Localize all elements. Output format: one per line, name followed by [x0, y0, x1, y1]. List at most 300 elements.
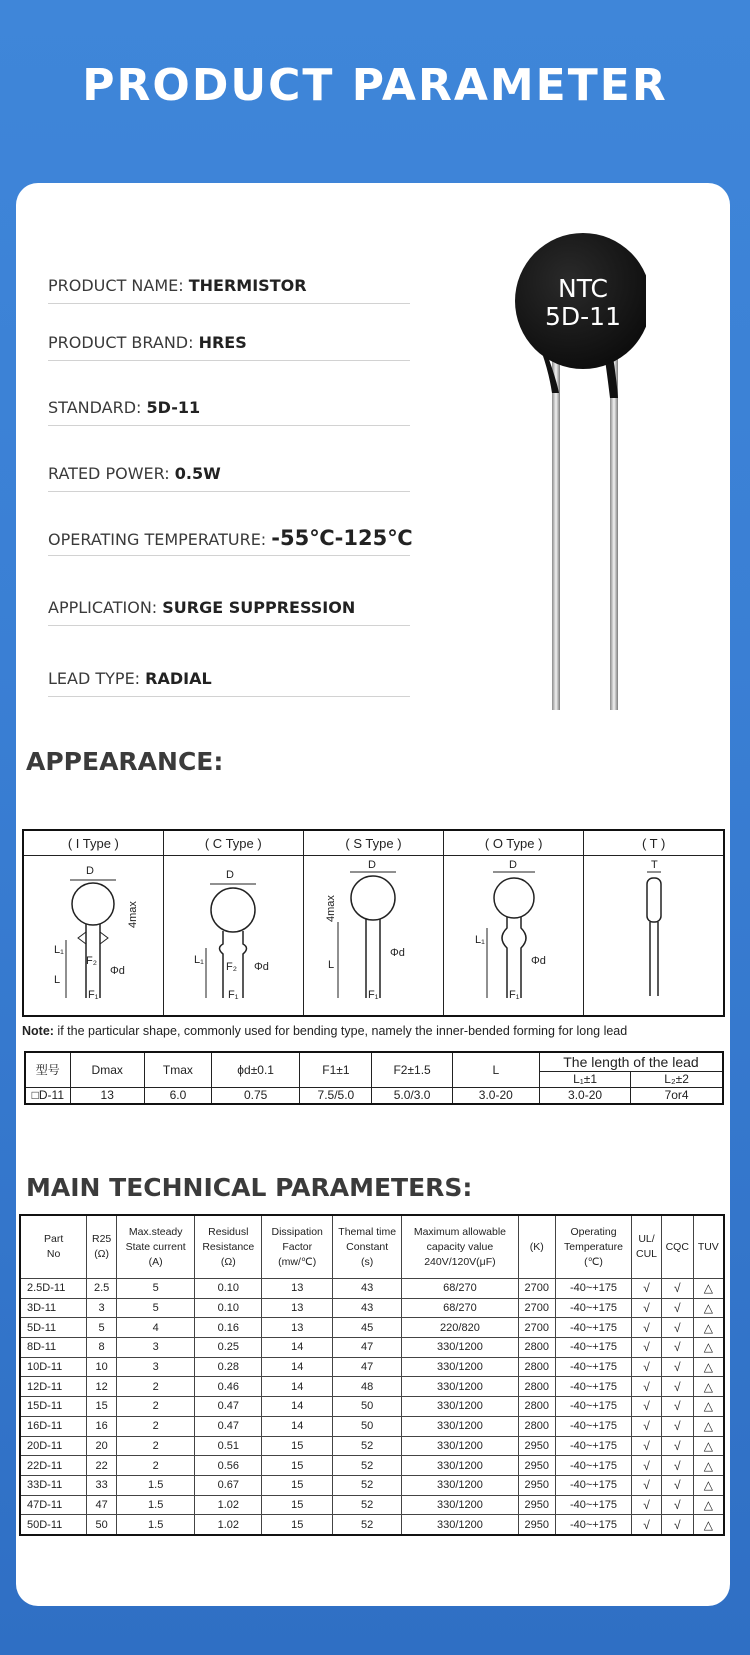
param-cell: √: [632, 1436, 662, 1456]
param-cell: √: [632, 1456, 662, 1476]
param-cell: 2800: [518, 1377, 555, 1397]
param-cell: 15: [262, 1515, 333, 1535]
main-header-cell: [20, 1215, 87, 1279]
svg-text:F₂: F₂: [226, 961, 238, 973]
param-cell: 0.51: [195, 1436, 262, 1456]
spec-value: THERMISTOR: [188, 276, 307, 295]
type-header: ( I Type ): [23, 830, 163, 856]
param-cell: -40~+175: [555, 1475, 631, 1495]
param-cell: 3: [116, 1357, 194, 1377]
marking-model: 5D-11: [545, 302, 621, 331]
header-line: (Ω): [94, 1248, 110, 1260]
param-cell: 5: [116, 1279, 194, 1299]
param-cell: √: [632, 1298, 662, 1318]
param-cell: 47: [87, 1495, 117, 1515]
param-cell: 2950: [518, 1475, 555, 1495]
param-cell: 14: [262, 1338, 333, 1358]
param-cell: √: [632, 1475, 662, 1495]
appearance-table: [22, 829, 725, 1017]
param-cell: 2700: [518, 1318, 555, 1338]
param-cell: 52: [333, 1436, 402, 1456]
param-cell: 1.5: [116, 1495, 194, 1515]
param-cell: 43: [333, 1298, 402, 1318]
param-cell: △: [693, 1416, 724, 1436]
dimension-table: [24, 1051, 724, 1105]
param-cell: -40~+175: [555, 1279, 631, 1299]
param-cell: 68/270: [402, 1298, 519, 1318]
table-row: [20, 1515, 724, 1535]
param-cell: √: [632, 1515, 662, 1535]
header-line: Maximum allowable: [413, 1225, 507, 1238]
svg-text:D: D: [508, 859, 517, 871]
spec-product-brand: [48, 326, 410, 361]
main-header-cell: [518, 1215, 555, 1279]
param-cell: 2950: [518, 1436, 555, 1456]
param-cell: 45: [333, 1318, 402, 1338]
param-cell: 15: [87, 1397, 117, 1417]
param-cell: √: [661, 1475, 693, 1495]
param-cell: 2800: [518, 1357, 555, 1377]
param-cell: 330/1200: [402, 1515, 519, 1535]
part-number-cell: 15D-11: [20, 1397, 87, 1417]
param-cell: 14: [262, 1416, 333, 1436]
table-row: [20, 1298, 724, 1318]
header-line: Resistance: [202, 1240, 255, 1253]
param-cell: 68/270: [402, 1279, 519, 1299]
param-cell: 48: [333, 1377, 402, 1397]
spec-application: [48, 591, 410, 626]
param-cell: △: [693, 1338, 724, 1358]
header-line: R25: [91, 1233, 112, 1245]
dim-cell: 6.0: [144, 1087, 211, 1104]
main-header-cell: [402, 1215, 519, 1279]
svg-text:L₁: L₁: [54, 944, 65, 956]
main-header-cell: [116, 1215, 194, 1279]
param-cell: √: [661, 1338, 693, 1358]
header-line: Constant: [346, 1240, 389, 1253]
c-type-drawing-cell: [163, 856, 303, 1017]
part-number-cell: 8D-11: [20, 1338, 87, 1358]
part-number-cell: 47D-11: [20, 1495, 87, 1515]
param-cell: 2800: [518, 1338, 555, 1358]
part-number-cell: 50D-11: [20, 1515, 87, 1535]
part-number-cell: 2.5D-11: [20, 1279, 87, 1299]
part-number-cell: 12D-11: [20, 1377, 87, 1397]
part-number-cell: 20D-11: [20, 1436, 87, 1456]
svg-text:Φd: Φd: [254, 961, 270, 973]
param-cell: △: [693, 1298, 724, 1318]
main-header-cell: [87, 1215, 117, 1279]
lead-length-header: The length of the lead: [539, 1052, 723, 1071]
dim-header: F2±1.5: [372, 1052, 452, 1087]
param-cell: -40~+175: [555, 1436, 631, 1456]
header-line: Max.steady: [128, 1225, 183, 1238]
part-number-cell: 5D-11: [20, 1318, 87, 1338]
part-number-cell: 16D-11: [20, 1416, 87, 1436]
param-cell: 15: [262, 1495, 333, 1515]
param-cell: -40~+175: [555, 1377, 631, 1397]
param-cell: -40~+175: [555, 1298, 631, 1318]
param-cell: 2: [116, 1377, 194, 1397]
param-cell: √: [661, 1456, 693, 1476]
spec-standard: [48, 391, 410, 426]
spec-label: STANDARD:: [48, 398, 147, 417]
param-cell: -40~+175: [555, 1416, 631, 1436]
type-header: ( T ): [584, 830, 724, 856]
param-cell: √: [661, 1377, 693, 1397]
param-cell: 0.25: [195, 1338, 262, 1358]
svg-text:F₁: F₁: [88, 989, 99, 1001]
param-cell: 14: [262, 1377, 333, 1397]
header-line: Factor: [282, 1240, 313, 1253]
header-line: capacity value: [426, 1240, 494, 1253]
param-cell: 52: [333, 1475, 402, 1495]
svg-text:Φd: Φd: [390, 947, 406, 959]
param-cell: 330/1200: [402, 1416, 519, 1436]
param-cell: 2.5: [87, 1279, 117, 1299]
header-line: (A): [148, 1255, 163, 1268]
dim-cell: 7.5/5.0: [300, 1087, 372, 1104]
lead-sub-header: L₂±2: [631, 1071, 723, 1087]
header-line: (℃): [584, 1255, 603, 1268]
param-cell: 2700: [518, 1298, 555, 1318]
param-cell: △: [693, 1495, 724, 1515]
param-cell: 330/1200: [402, 1436, 519, 1456]
param-cell: 52: [333, 1495, 402, 1515]
spec-value: 5D-11: [146, 398, 201, 417]
header-line: TUV: [697, 1240, 719, 1253]
param-cell: 2: [116, 1397, 194, 1417]
table-row: [20, 1338, 724, 1358]
spec-value: HRES: [198, 333, 247, 352]
note-text: if the particular shape, commonly used for bending type, namely the inner-bended forming for long lead: [53, 1024, 628, 1038]
param-cell: -40~+175: [555, 1397, 631, 1417]
param-cell: 22: [87, 1456, 117, 1476]
content-card: [16, 183, 730, 1606]
type-header: ( O Type ): [444, 830, 584, 856]
header-line: (Ω): [220, 1255, 236, 1268]
param-cell: 2700: [518, 1279, 555, 1299]
param-cell: √: [632, 1495, 662, 1515]
svg-text:4max: 4max: [127, 901, 140, 928]
spec-product-name: [48, 269, 410, 304]
header-line: (s): [361, 1255, 374, 1268]
param-cell: △: [693, 1436, 724, 1456]
param-cell: 330/1200: [402, 1456, 519, 1476]
o-type-drawing-cell: [444, 856, 584, 1017]
param-cell: 5: [116, 1298, 194, 1318]
part-number-cell: 22D-11: [20, 1456, 87, 1476]
svg-text:T: T: [650, 859, 658, 871]
param-cell: 10: [87, 1357, 117, 1377]
param-cell: √: [661, 1436, 693, 1456]
main-params-title: MAIN TECHNICAL PARAMETERS:: [26, 1173, 473, 1202]
param-cell: √: [632, 1377, 662, 1397]
param-cell: 0.47: [195, 1416, 262, 1436]
main-header-row: [20, 1215, 724, 1279]
main-header-cell: [693, 1215, 724, 1279]
header-line: CQC: [665, 1240, 689, 1253]
param-cell: △: [693, 1318, 724, 1338]
param-cell: △: [693, 1475, 724, 1495]
table-row: [20, 1357, 724, 1377]
header-line: State current: [125, 1240, 186, 1253]
param-cell: △: [693, 1377, 724, 1397]
s-type-drawing-cell: [303, 856, 443, 1017]
param-cell: 330/1200: [402, 1338, 519, 1358]
param-cell: 2950: [518, 1515, 555, 1535]
c-type-diagram: [168, 858, 298, 1008]
spec-label: RATED POWER:: [48, 464, 175, 483]
param-cell: 50: [87, 1515, 117, 1535]
spec-label: PRODUCT NAME:: [48, 276, 189, 295]
param-cell: √: [661, 1318, 693, 1338]
param-cell: 13: [262, 1298, 333, 1318]
param-cell: 12: [87, 1377, 117, 1397]
param-cell: △: [693, 1397, 724, 1417]
param-cell: 220/820: [402, 1318, 519, 1338]
param-cell: △: [693, 1279, 724, 1299]
o-type-diagram: [449, 858, 579, 1008]
param-cell: 2: [116, 1416, 194, 1436]
spec-operating-temperature: [48, 521, 413, 556]
param-cell: 4: [116, 1318, 194, 1338]
spec-value: RADIAL: [145, 669, 212, 688]
table-row: [20, 1495, 724, 1515]
header-line: No: [46, 1248, 61, 1260]
table-row: [20, 1416, 724, 1436]
dim-cell: 7or4: [631, 1087, 723, 1104]
header-line: (K): [529, 1240, 544, 1253]
part-number-cell: 10D-11: [20, 1357, 87, 1377]
param-cell: -40~+175: [555, 1456, 631, 1476]
table-row: [20, 1436, 724, 1456]
main-header-cell: [632, 1215, 662, 1279]
t-drawing-cell: [584, 856, 724, 1017]
param-cell: 330/1200: [402, 1377, 519, 1397]
spec-value: 0.5W: [174, 464, 221, 483]
svg-text:F₁: F₁: [228, 989, 239, 1001]
param-cell: 47: [333, 1338, 402, 1358]
param-cell: √: [661, 1416, 693, 1436]
dim-header: L: [452, 1052, 539, 1087]
param-cell: √: [661, 1298, 693, 1318]
param-cell: 20: [87, 1436, 117, 1456]
header-line: (mw/℃): [278, 1255, 317, 1268]
table-row: [20, 1279, 724, 1299]
type-header: ( S Type ): [303, 830, 443, 856]
header-line: Dissipation: [271, 1225, 323, 1238]
header-line: 240V/120V(μF): [424, 1255, 496, 1268]
spec-value: -55℃-125℃: [271, 526, 413, 550]
param-cell: 5: [87, 1318, 117, 1338]
svg-text:D: D: [86, 865, 95, 877]
main-header-cell: [195, 1215, 262, 1279]
param-cell: -40~+175: [555, 1318, 631, 1338]
spec-label: OPERATING TEMPERATURE:: [48, 530, 272, 549]
spec-label: LEAD TYPE:: [48, 669, 146, 688]
param-cell: 330/1200: [402, 1475, 519, 1495]
i-type-diagram: [28, 858, 158, 1008]
dim-header: F1±1: [300, 1052, 372, 1087]
param-cell: 2: [116, 1456, 194, 1476]
param-cell: 2800: [518, 1416, 555, 1436]
param-cell: 13: [262, 1318, 333, 1338]
param-cell: 15: [262, 1475, 333, 1495]
table-row: [20, 1397, 724, 1417]
i-type-drawing-cell: [23, 856, 163, 1017]
param-cell: 2950: [518, 1495, 555, 1515]
param-cell: 0.10: [195, 1279, 262, 1299]
svg-text:L: L: [54, 974, 61, 986]
table-row: [20, 1475, 724, 1495]
param-cell: 0.56: [195, 1456, 262, 1476]
param-cell: √: [632, 1318, 662, 1338]
main-header-cell: [661, 1215, 693, 1279]
param-cell: 2950: [518, 1456, 555, 1476]
param-cell: 3: [87, 1298, 117, 1318]
svg-text:D: D: [226, 869, 235, 881]
param-cell: 47: [333, 1357, 402, 1377]
param-cell: △: [693, 1456, 724, 1476]
param-cell: -40~+175: [555, 1515, 631, 1535]
dim-cell: 0.75: [212, 1087, 300, 1104]
svg-text:F₂: F₂: [86, 955, 98, 967]
param-cell: 13: [262, 1279, 333, 1299]
param-cell: △: [693, 1357, 724, 1377]
param-cell: 1.5: [116, 1515, 194, 1535]
header-line: CUL: [636, 1248, 658, 1260]
param-cell: 0.10: [195, 1298, 262, 1318]
svg-text:Φd: Φd: [530, 955, 546, 967]
table-row: [20, 1456, 724, 1476]
type-header: ( C Type ): [163, 830, 303, 856]
param-cell: -40~+175: [555, 1495, 631, 1515]
table-row: [20, 1318, 724, 1338]
svg-text:F₁: F₁: [508, 989, 520, 1001]
header-line: Operating: [570, 1225, 617, 1238]
spec-value: SURGE SUPPRESSION: [162, 598, 356, 617]
thermistor-product-image: [486, 233, 646, 733]
part-number-cell: 33D-11: [20, 1475, 87, 1495]
header-line: Themal time: [338, 1225, 397, 1238]
header-line: Residusl: [208, 1225, 249, 1238]
svg-text:L₁: L₁: [474, 934, 485, 946]
main-header-cell: [555, 1215, 631, 1279]
main-params-body: [20, 1215, 724, 1535]
param-cell: 50: [333, 1397, 402, 1417]
param-cell: √: [661, 1495, 693, 1515]
main-header-cell: [333, 1215, 402, 1279]
spec-rated-power: [48, 457, 410, 492]
param-cell: 14: [262, 1357, 333, 1377]
spec-label: PRODUCT BRAND:: [48, 333, 199, 352]
param-cell: 0.67: [195, 1475, 262, 1495]
header-line: UL/: [638, 1233, 655, 1245]
svg-text:Φd: Φd: [110, 965, 126, 977]
appearance-note: [22, 1024, 627, 1038]
param-cell: 1.02: [195, 1495, 262, 1515]
dim-cell: 5.0/3.0: [372, 1087, 452, 1104]
marking-ntc: NTC: [558, 274, 608, 303]
param-cell: △: [693, 1515, 724, 1535]
dim-header: Dmax: [70, 1052, 144, 1087]
param-cell: √: [632, 1416, 662, 1436]
param-cell: 1.5: [116, 1475, 194, 1495]
param-cell: √: [632, 1397, 662, 1417]
param-cell: √: [661, 1279, 693, 1299]
param-cell: 1.02: [195, 1515, 262, 1535]
main-params-table: [19, 1214, 725, 1536]
param-cell: 43: [333, 1279, 402, 1299]
lead-sub-header: L₁±1: [539, 1071, 630, 1087]
param-cell: -40~+175: [555, 1357, 631, 1377]
param-cell: 0.28: [195, 1357, 262, 1377]
param-cell: -40~+175: [555, 1338, 631, 1358]
dim-header: ϕd±0.1: [212, 1052, 300, 1087]
header-line: Part: [44, 1233, 64, 1245]
s-type-diagram: [308, 858, 438, 1008]
param-cell: 52: [333, 1515, 402, 1535]
dim-header: Tmax: [144, 1052, 211, 1087]
param-cell: 8: [87, 1338, 117, 1358]
dim-cell: 3.0-20: [452, 1087, 539, 1104]
dim-cell: 3.0-20: [539, 1087, 630, 1104]
param-cell: 0.16: [195, 1318, 262, 1338]
param-cell: 15: [262, 1456, 333, 1476]
main-header-cell: [262, 1215, 333, 1279]
svg-text:L₁: L₁: [194, 954, 205, 966]
param-cell: 2800: [518, 1397, 555, 1417]
page-title: PRODUCT PARAMETER: [82, 60, 668, 111]
dim-cell: 13: [70, 1087, 144, 1104]
param-cell: 14: [262, 1397, 333, 1417]
param-cell: √: [632, 1338, 662, 1358]
param-cell: 3: [116, 1338, 194, 1358]
svg-text:L: L: [328, 959, 335, 971]
param-cell: 33: [87, 1475, 117, 1495]
spec-label: APPLICATION:: [48, 598, 163, 617]
param-cell: 16: [87, 1416, 117, 1436]
header-line: Temperature: [564, 1240, 623, 1253]
param-cell: 50: [333, 1416, 402, 1436]
svg-text:D: D: [368, 859, 377, 871]
param-cell: 330/1200: [402, 1397, 519, 1417]
param-cell: 330/1200: [402, 1357, 519, 1377]
param-cell: √: [661, 1397, 693, 1417]
param-cell: √: [632, 1357, 662, 1377]
param-cell: √: [661, 1515, 693, 1535]
spec-lead-type: [48, 662, 410, 697]
note-label: Note:: [22, 1024, 54, 1038]
param-cell: 0.46: [195, 1377, 262, 1397]
param-cell: 15: [262, 1436, 333, 1456]
dim-header: 型号: [25, 1052, 70, 1087]
param-cell: 330/1200: [402, 1495, 519, 1515]
appearance-title: APPEARANCE:: [26, 747, 224, 776]
dim-cell: □D-11: [25, 1087, 70, 1104]
svg-text:F₁: F₁: [368, 989, 379, 1001]
t-side-diagram: [589, 858, 719, 1008]
part-number-cell: 3D-11: [20, 1298, 87, 1318]
param-cell: 2: [116, 1436, 194, 1456]
svg-text:4max: 4max: [325, 895, 338, 922]
param-cell: 52: [333, 1456, 402, 1476]
param-cell: 0.47: [195, 1397, 262, 1417]
table-row: [20, 1377, 724, 1397]
param-cell: √: [661, 1357, 693, 1377]
param-cell: √: [632, 1279, 662, 1299]
